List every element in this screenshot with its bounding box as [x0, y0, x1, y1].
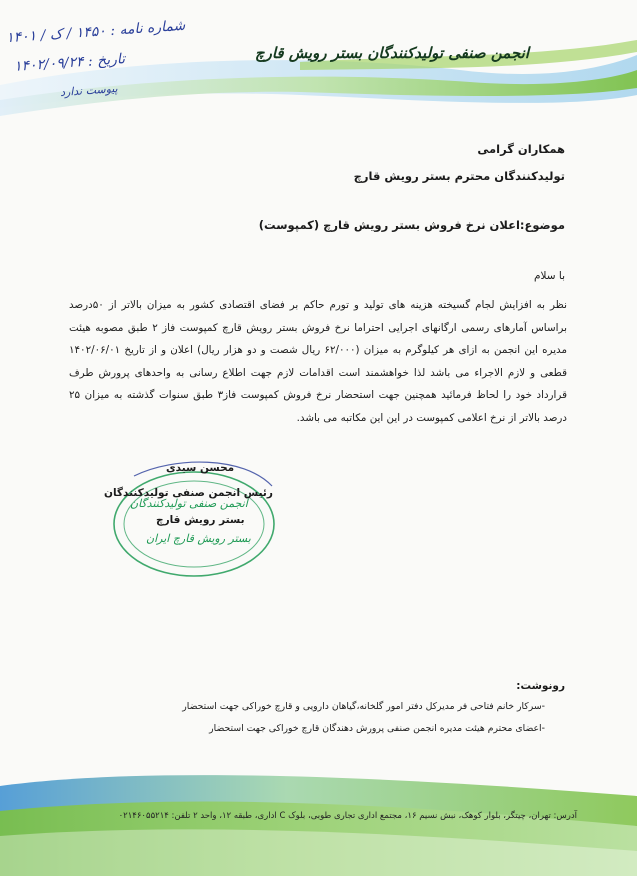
letter-salutation: با سلام — [533, 270, 565, 282]
handwritten-attachment-note: پیوست ندارد — [59, 82, 119, 99]
signatory-title-line1: رئیس انجمن صنفی تولیدکنندگان — [104, 487, 273, 499]
letter-recipients: تولیدکنندگان محترم بستر رویش قارچ — [353, 169, 565, 183]
letter-greeting: همکاران گرامی — [477, 142, 565, 156]
footer-wave-decoration — [0, 766, 637, 876]
stamp-text-line2: بستر رویش قارچ ایران — [146, 532, 251, 545]
signatory-name: محسن سیدی — [166, 462, 235, 474]
cc-item: -اعضای محترم هیئت مدیره انجمن صنفی پرورش دهندگان قارچ خوراکی جهت استحضار — [209, 723, 545, 734]
cc-item: -سرکار خانم فتاحی فر مدیرکل دفتر امور گلخانه،گیاهان دارویی و قارچ خوراکی جهت استحضار — [182, 701, 545, 712]
footer-address: آدرس: تهران، چیتگر، بلوار کوهک، نبش نسیم ۱۶، مجتمع اداری تجاری طوبی، بلوک C اداری، طبقه ۱۲، واحد ۲ تلفن: ۰۲۱۴۶۰۵۵۲۱۴ — [118, 811, 577, 821]
cc-heading: رونوشت: — [516, 680, 565, 692]
letter-body: نظر به افزایش لجام گسیخته هزینه های تولید و تورم حاکم بر فضای اقتصادی کشور به میزان بالاتر از ۵۰درصد براساس آمارهای رسمی ارگانهای اجرایی احتراما نرخ فروش بستر رویش قارچ کمپوست فاز ۲ طبق مصوبه هیئت مدیره این انجمن به ازای هر کیلوگرم به میزان (۶۲/۰۰۰ ریال شصت و دو هزار ریال) اعلان و از تاریخ ۱۴۰۲/۰۶/۰۱ قطعی و لازم الاجراء می باشد لذا خواهشمند است اقدامات لازم جهت اطلاع رسانی به واحدهای پرورش طرف قرارداد خود را لحاظ فرمائید همچنین جهت استحضار نرخ فروش کمپوست فاز۳ طبق سنوات گذشته به میزان ۲۵ درصد بالاتر از نرخ اعلامی کمپوست در این این مکاتبه می باشد. — [69, 299, 567, 424]
organization-name: انجمن صنفی تولیدکنندگان بستر رویش قارچ — [254, 44, 529, 62]
handwritten-letter-date: تاریخ : ۱۴۰۲/۰۹/۲۴ — [13, 51, 126, 75]
letter-subject: موضوع:اعلان نرخ فروش بستر رویش قارچ (کمپوست) — [258, 218, 565, 232]
signatory-title-line2: بستر رویش قارچ — [156, 514, 245, 526]
stamp-text-line1: انجمن صنفی تولیدکنندگان — [130, 497, 248, 510]
handwritten-letter-number: شماره نامه : ۱۴۵۰ / ک / ۱۴۰۱ — [5, 17, 186, 47]
